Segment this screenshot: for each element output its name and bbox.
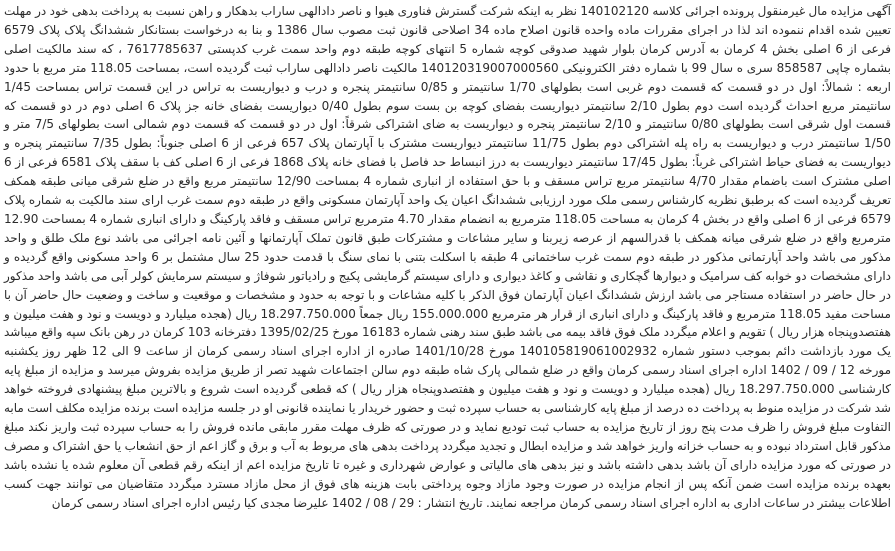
auction-notice-text: آگهی مزایده مال غیرمنقول پرونده اجرائی کلاسه 140102120 نظر به اینکه شرکت گسترش فناوری هیوا و ناصر دادالهی ساراب بدهکار و راهن نسبت به پرداخت بدهی خود در مهلت تعیین شده اقدام ننموده اند لذا در اجرای مقررات ماده واحده قانون اصلاح ماده 34 اصلاحی قانون ثبت مصوب سال 1386 و بنا به درخواست بستانکار ششدانگ پلاک پلاک 6579 فرعی از 6 اصلی بخش 4 کرمان به آدرس کرمان بلوار شهید صدوقی کوچه شماره 5 انتهای کوچه طبقه دوم واحد سمت غرب کدپستی 7617785637 ، که سند مالکیت اصلی بشماره چاپی 858587 سری ه سال 99 با شماره دفتر الکترونیکی 140120319007000560 مالکیت ناصر دادالهی ساراب ثبت گردیده است، بمساحت 118.05 متر مربع با حدود اربعه : شمالاً: اول در دو قسمت که قسمت دوم غربی است بطولهای 1/70 سانتیمتر و 0/85 سانتیمتر پنجره و درب و دیواریست به تراس در این قسمت تراس بمساحت 1/45 سانتیمتر مربع احداث گردیده است دوم بطول 2/10 سانتیمتر دیواریست بفضای کوچه بن بست سوم بطول 0/40 دیواریست بفضای خانه جز پلاک 6 اصلی دوم در دو قسمت که قسمت اول شرقی است بطولهای 0/80 سانتیمتر و 2/10 سانتیمتر پنجره و دیواریست به ضای اشتراکی شرقاً: اول در دو قسمت که قسمت دوم شمالی است بطولهای 7/5 متر و 1/50 سانتیمتر درب و دیواریست به راه پله اشتراکی دوم بطول 11/75 سانتیمتر دیواریست مشترک با آپارتمان پلاک 657 فرعی از 6 اصلی جنوباً: بطول 7/35 سانتیمتر پنجره و دیواریست به فضای حیاط اشتراکی غرباً: بطول 17/45 سانتیمتر دیواریست به درز انبساط حد فاصل با فضای خانه پلاک 1868 فرعی از 6 اصلی کف با سقف پلاک 6581 فرعی از 6 اصلی مشترک است باضمام مقدار 4/70 سانتیمتر مربع تراس مسقف و با حق استفاده از انباری شماره 4 بمساحت 12/90 سانتیمتر مربع واقع در ضلع شرقی میانی طبقه همکف تعریف گردیده است که برطبق نظریه کارشناس رسمی ملک مورد ارزیابی ششدانگ اعیان یک واحد آپارتمان مسکونی واقع در طبقه دوم سمت غرب ارای سند مالکیت به شماره پلاک 6579 فرعی از 6 اصلی واقع در بخش 4 کرمان به مساحت 118.05 مترمربع به انضمام مقدار 4.70 مترمربع تراس مسقف و فاقد پارکینگ و دارای انباری شماره 4 بمساحت 12.90 مترمربع واقع در ضلع شرقی میانه همکف با قدرالسهم از عرصه زیربنا و سایر مشاعات و مشترکات طبق قانون تملک آپارتمانها و آئین نامه اجرائی می باشد نوع ملک طلق و واحد مذکور می باشد واحد آپارتمانی مذکور در طبقه دوم سمت غرب ساختمانی 4 طبقه با اسکلت بتنی با نمای سنگ با قدمت حدود 25 سال مشتمل بر 6 واحد مسکونی واقع گردیده و دارای مشخصات دو خوابه کف سرامیک و دیوارها گچکاری و نقاشی و کاغذ دیواری و دارای سیستم گرمایشی پکیج و رادیاتور شوفاژ و سیستم سرمایش کولر آبی می باشد واحد مذکور در حال حاضر در استفاده مستاجر می باشد ارزش ششدانگ اعیان آپارتمان فوق الذکر با کلیه مشاعات و با توجه به حدود و مشخصات و موقعیت و ساخت و وضعیت حال حاضر آن با مساحت مفید 118.05 مترمربع و فاقد پارکینگ و دارای انباری از قرار هر مترمربع 155.000.000 ریال جمعاً 18.297.750.000 ریال (هجده میلیارد و دویست و نود و هفت میلیون و هفتصدوپنجاه هزار ریال ) تقویم و اعلام میگردد ملک فوق فاقد بیمه می باشد طبق سند رهنی شماره 16183 مورخ 1395/02/25 دفترخانه 103 کرمان در رهن بانک سپه واقع میباشد یک مورد بازداشت دائم بموجب دستور شماره 140105819061002932 مورخ 1401/10/28 صادره از اداره اجرای اسناد رسمی کرمان از ساعت 9 الی 12 ظهر روز یکشنبه مورخه 12 / 09 / 1402 اداره اجرای اسناد رسمی کرمان واقع در ضلع شمالی پارک شاه طبقه دوم سالن اجتماعات شهید تصر از طریق مزایده بفروش میرسد و مزایده از مبلغ پایه کارشناسی 18.297.750.000 ریال (هجده میلیارد و دویست و نود و هفت میلیون و هفتصدوپنجاه هزار ریال ) که قطعی گردیده است شروع و بالاترین مبلغ پیشنهادی فروخته خواهد شد شرکت در مزایده منوط به پرداخت ده درصد از مبلغ پایه کارشناسی به حساب سپرده ثبت و حضور خریدار یا نماینده قانونی او در جلسه مزایده است برنده مزایده مکلف است مابه التفاوت مبلغ فروش را ظرف مدت پنج روز از تاریخ مزایده به حساب ثبت تودیع نماید و در صورتی که ظرف مهلت مقرر مابقی مانده فروش را به حساب سپرده ثبت واریز نکند مبلغ مذکور قابل استرداد نبوده و به حساب خزانه واریز خواهد شد و مزایده ابطال و تجدید میگردد پرداخت بدهی های مربوط به آب و برق و گاز اعم از حق انشعاب یا حق اشتراک و مصرف در صورتی که مورد مزایده دارای آن باشد بدهی داشته باشد و نیز بدهی های مالیاتی و عوارض شهرداری و غیره تا تاریخ مزایده اعم از اینکه رقم قطعی آن معلوم شده یا نشده باشد بعهده برنده مزایده است ضمن آنکه پس از انجام مزایده در صورت وجود مازاد وجوه پرداختی بابت هزینه های فوق از محل مازاد مسترد میگردد متقاضیان می توانند جهت کسب اطلاعات بیشتر در ساعات اداری به اداره اجرای اسناد رسمی کرمان مراجعه نمایند. تاریخ انتشار : 29 / 08 / 1402 علیرضا مجدی کیا رئیس اداره اجرای اسناد رسمی کرمان: [4, 4, 892, 510]
